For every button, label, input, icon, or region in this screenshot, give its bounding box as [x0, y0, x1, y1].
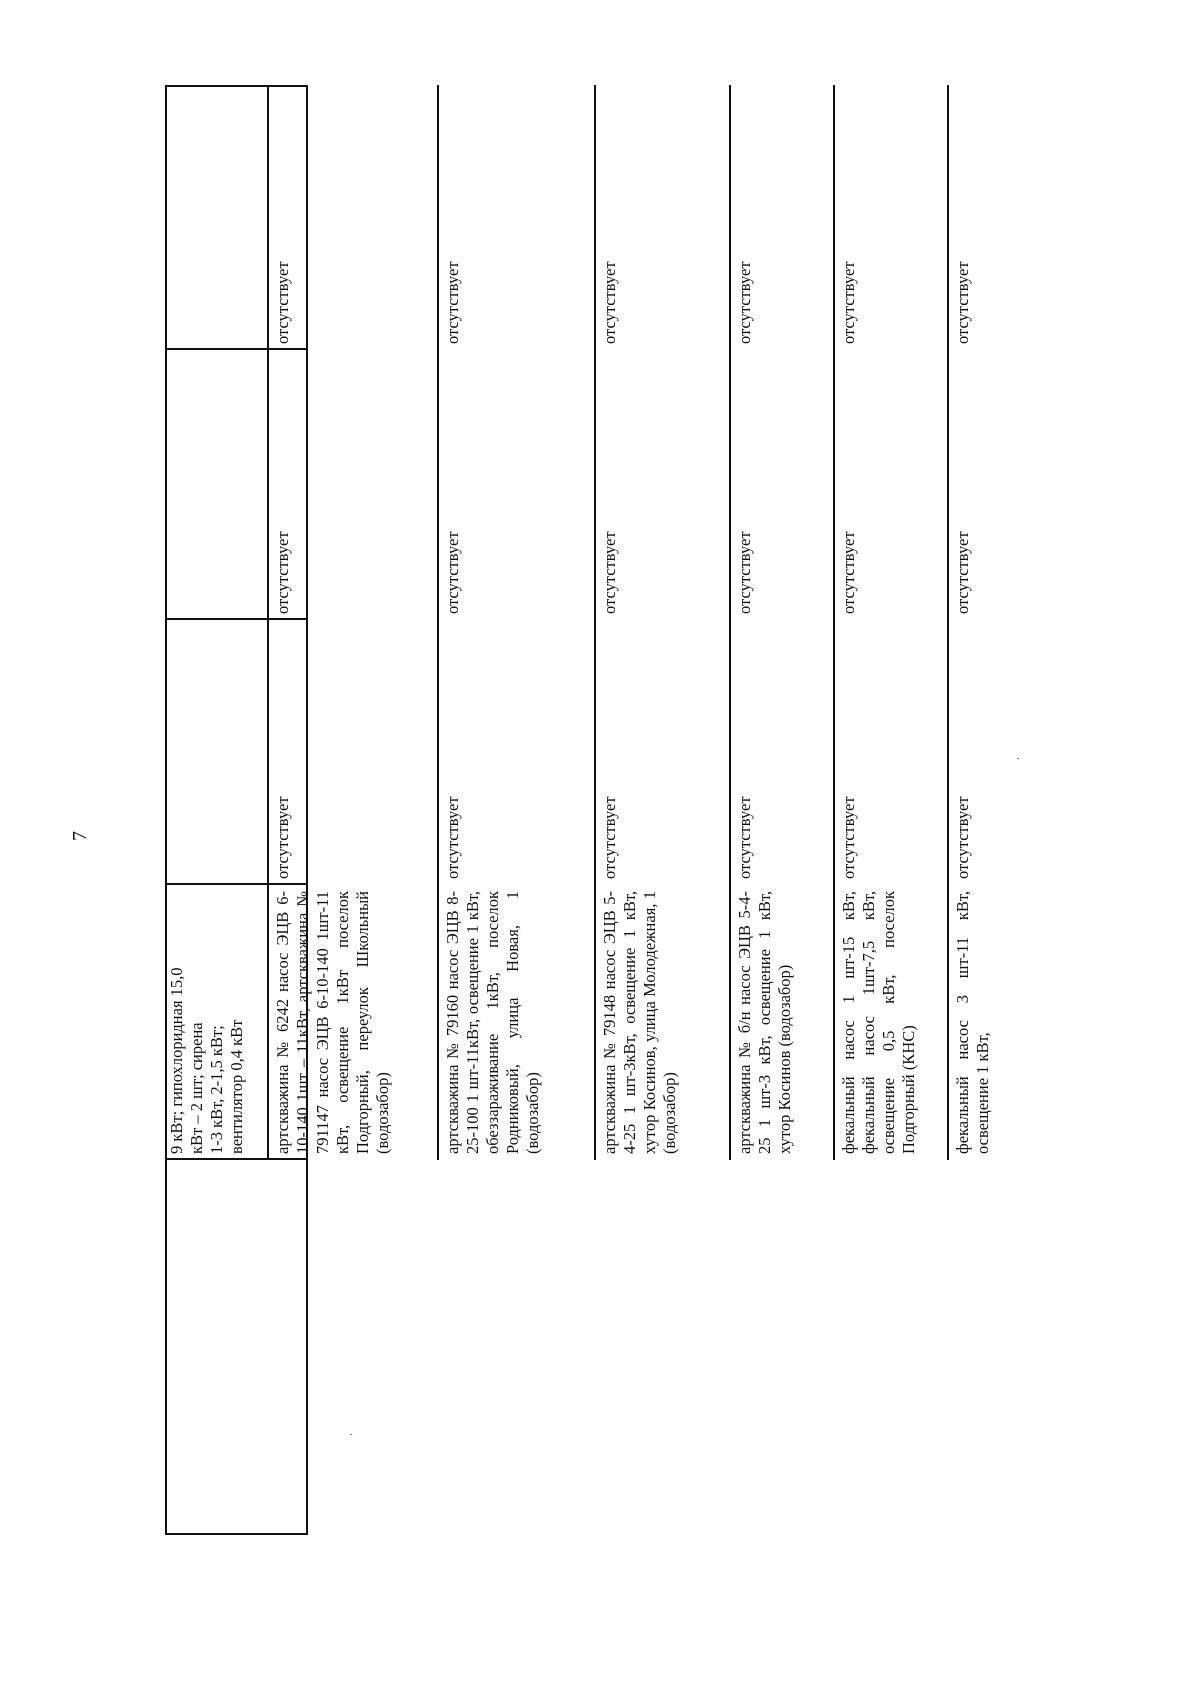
fragment-line: 1-3 кВт, 2-1,5 кВт; [207, 1025, 226, 1154]
fragment-line: 9 кВт; гипохлоридная 15,0 [167, 967, 186, 1154]
row-description: артскважина № 79160 насос ЭЦВ 8-25-100 1 шт-11кВт, освещение 1 кВт, обеззараживание 1кВт, поселок Родниковый, улица Новая, 1 (водозабор) [443, 891, 542, 1154]
fragment-line: вентилятор 0,4 кВт [227, 1019, 246, 1154]
status-cell: отсутствует [953, 796, 972, 879]
page-number: 7 [69, 831, 91, 841]
rotated-table-container [165, 85, 992, 1535]
status-cell: отсутствует [839, 531, 858, 614]
status-cell: отсутствует [600, 531, 619, 614]
status-cell: отсутствует [953, 531, 972, 614]
scan-speck [350, 1434, 352, 1435]
table-border [165, 85, 167, 1535]
fragment-line: кВт – 2 шт; сирена [187, 1022, 206, 1154]
row-description: артскважина № 6242 насос ЭЦВ 6-10-140 1шт – 11кВт, артскважина № 791147 насос ЭЦВ 6-10-140 1шт-11 кВт, освещение 1кВт поселок Подгорный, переулок Школьный (водозабор) [273, 891, 392, 1154]
data-table [165, 85, 992, 1535]
status-cell: отсутствует [953, 261, 972, 344]
status-cell: отсутствует [273, 261, 292, 344]
status-cell: отсутствует [735, 261, 754, 344]
status-cell: отсутствует [443, 796, 462, 879]
status-cell: отсутствует [839, 261, 858, 344]
row-description: артскважина № б/н насос ЭЦВ 5-4-25 1 шт-3 кВт, освещение 1 кВт, хутор Косинов (водозабор) [735, 891, 794, 1154]
top-fragment-cell [165, 885, 268, 1160]
status-cell: отсутствует [443, 531, 462, 614]
status-cell: отсутствует [273, 796, 292, 879]
row-description: фекальный насос 3 шт-11 кВт, освещение 1 кВт, [953, 891, 992, 1154]
table-border [165, 1533, 308, 1535]
status-cell: отсутствует [600, 261, 619, 344]
status-cell: отсутствует [735, 531, 754, 614]
status-cell: отсутствует [839, 796, 858, 879]
status-cell: отсутствует [273, 531, 292, 614]
status-cell: отсутствует [735, 796, 754, 879]
scan-speck [1017, 758, 1019, 759]
status-cell: отсутствует [443, 261, 462, 344]
status-cell: отсутствует [600, 796, 619, 879]
row-description: артскважина № 79148 насос ЭЦВ 5-4-25 1 шт-3кВт, освещение 1 кВт, хутор Косинов, улица Молодежная, 1 (водозабор) [600, 891, 679, 1154]
row-description: фекальный насос 1 шт-15 кВт, фекальный насос 1шт-7,5 кВт, освещение 0,5 кВт, поселок Подгорный (КНС) [839, 891, 918, 1154]
